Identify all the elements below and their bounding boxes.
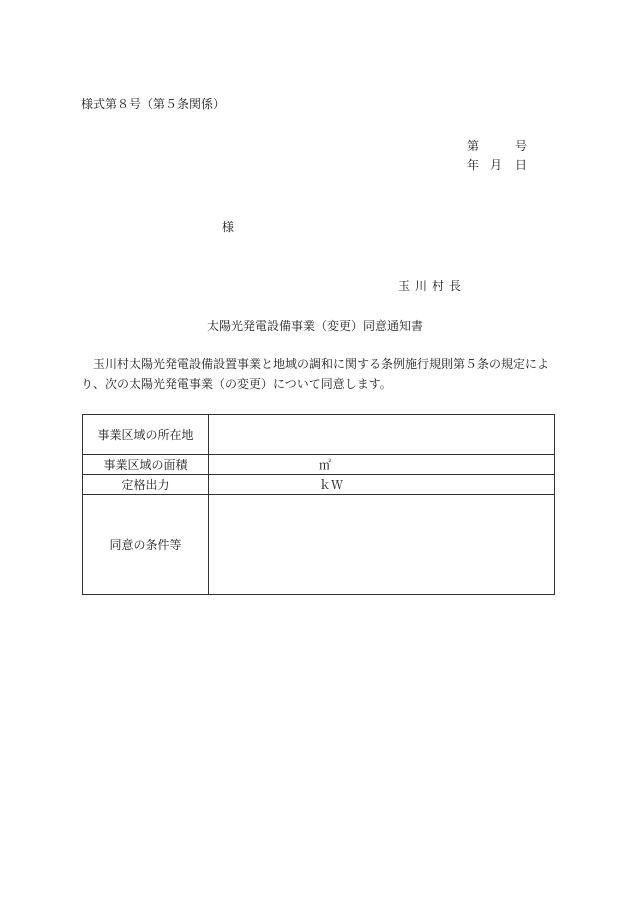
sender-name: 玉川村長 <box>398 279 467 293</box>
document-title: 太陽光発電設備事業（変更）同意通知書 <box>206 319 423 333</box>
conditions-value <box>209 495 555 595</box>
table-row-location <box>83 415 555 455</box>
table-row-output <box>83 475 555 495</box>
output-unit: ｋＷ <box>209 475 555 495</box>
addressee-honorific: 様 <box>222 220 235 234</box>
location-value <box>209 415 555 455</box>
form-number: 様式第８号（第５条関係） <box>81 97 226 111</box>
date-day-label: 日 <box>515 158 528 172</box>
table-row-area <box>83 455 555 475</box>
conditions-label: 同意の条件等 <box>83 495 209 595</box>
area-label: 事業区域の面積 <box>83 455 209 475</box>
table-row-conditions <box>83 495 555 595</box>
document-number-label: 第 <box>467 139 480 153</box>
info-table <box>82 414 555 595</box>
date-month-label: 月 <box>490 158 503 172</box>
location-label: 事業区域の所在地 <box>83 415 209 455</box>
body-paragraph: 玉川村太陽光発電設備設置事業と地域の調和に関する条例施行規則第５条の規定により、次の太陽光発電事業（の変更）について同意します。 <box>81 357 550 391</box>
document-number-suffix: 号 <box>515 139 528 153</box>
area-unit: ㎡ <box>209 455 555 475</box>
output-label: 定格出力 <box>83 475 209 495</box>
date-year-label: 年 <box>467 158 480 172</box>
